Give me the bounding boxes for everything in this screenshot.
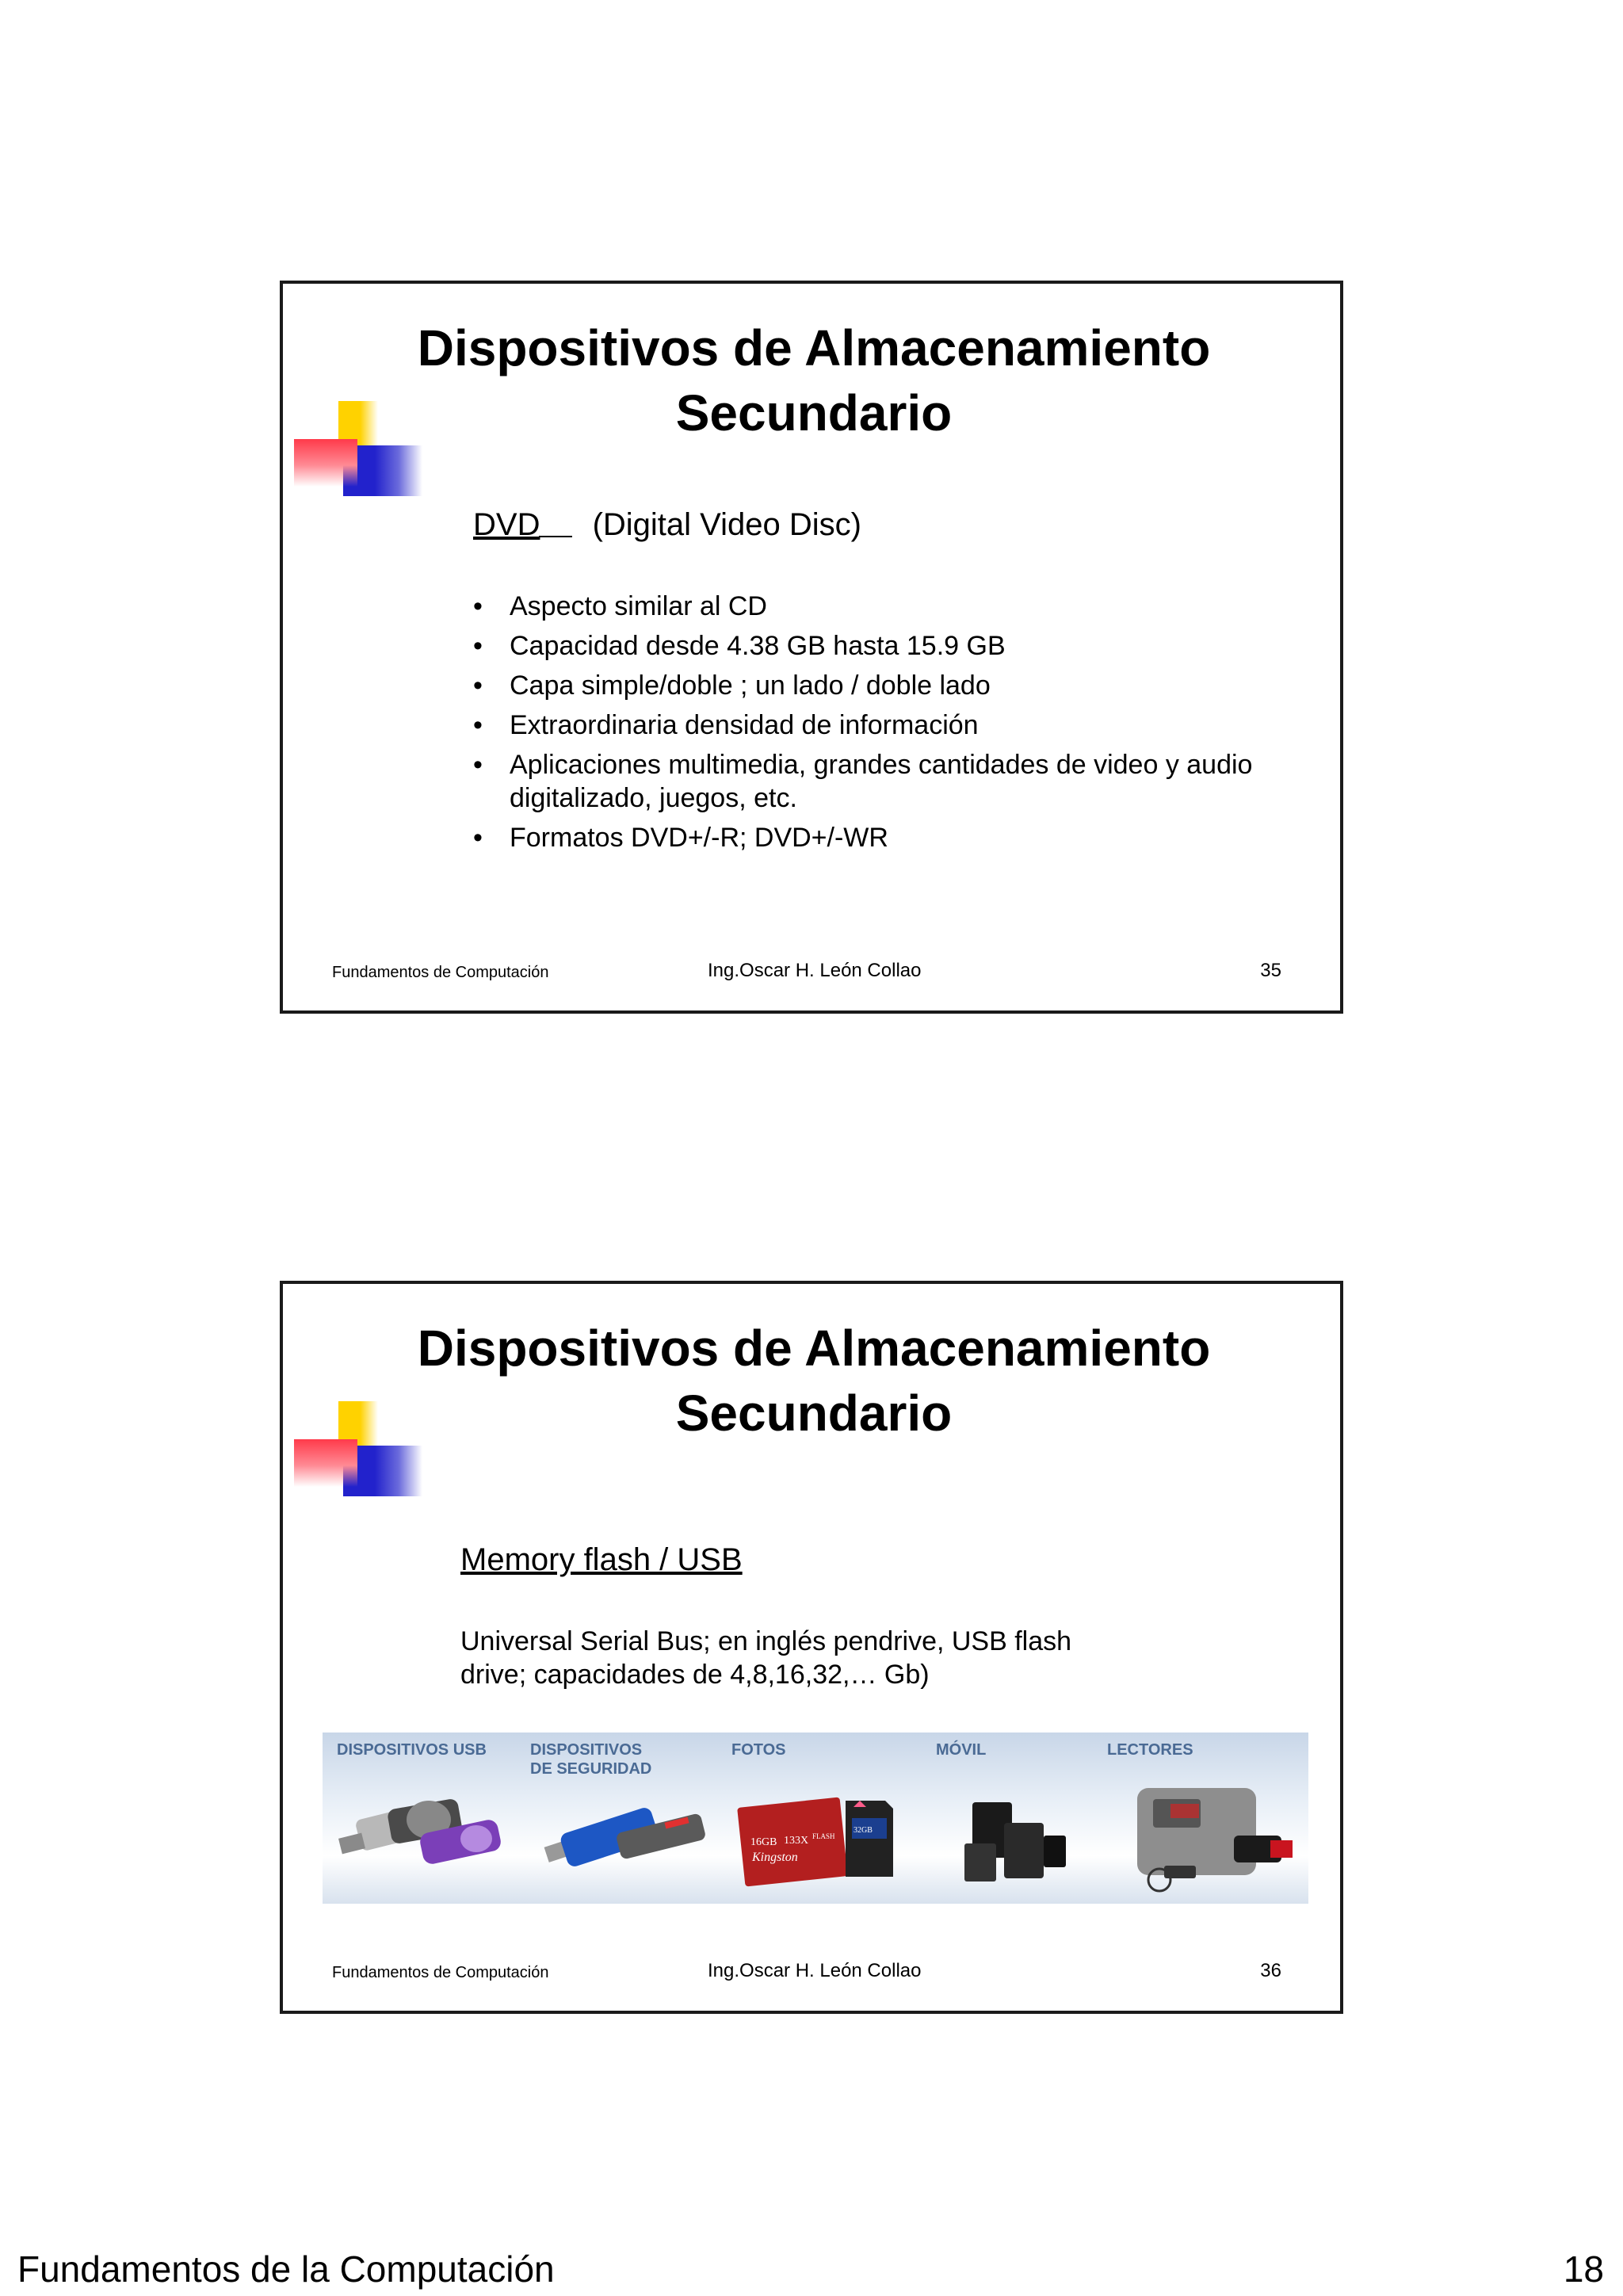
- bullet-item: • Capa simple/doble ; un lado / doble lado: [473, 669, 1305, 702]
- slide-footer-author: Ing.Oscar H. León Collao: [708, 960, 922, 981]
- slide-title: [354, 315, 1274, 445]
- slide-number: 36: [1260, 1960, 1281, 1981]
- slide-paragraph: [460, 1625, 1174, 1691]
- card-label-16gb: 16GB: [750, 1836, 777, 1848]
- bullet-item: • Extraordinaria densidad de información: [473, 709, 1305, 742]
- bullet-item: • Formatos DVD+/-R; DVD+/-WR: [473, 821, 1305, 854]
- usb-drives-image: [334, 1780, 516, 1891]
- card-label-32gb: 32GB: [854, 1826, 873, 1835]
- card-label-flash: FLASH: [812, 1832, 835, 1840]
- banner-category-security: DISPOSITIVOS DE SEGURIDAD: [530, 1741, 652, 1778]
- page-footer-title: Fundamentos de la Computación: [17, 2248, 555, 2290]
- subtitle-memory-flash: Memory flash / USB: [460, 1542, 743, 1577]
- page-number: 18: [1563, 2248, 1604, 2290]
- storage-devices-banner: [323, 1733, 1308, 1904]
- bullet-item: • Capacidad desde 4.38 GB hasta 15.9 GB: [473, 629, 1305, 663]
- memory-cards-image: [735, 1783, 917, 1894]
- card-label-133x: 133X: [784, 1835, 809, 1847]
- title-line-1: Dispositivos de Almacenamiento: [417, 1320, 1211, 1377]
- slide-footer-author: Ing.Oscar H. León Collao: [708, 1960, 922, 1981]
- bullet-item: • Aplicaciones multimedia, grandes cantidades de video y audio digitalizado, juegos, etc.: [473, 748, 1305, 815]
- title-line-1: Dispositivos de Almacenamiento: [417, 319, 1211, 376]
- micro-sd-cards-image: [949, 1788, 1107, 1891]
- paragraph-line-2: drive; capacidades de 4,8,16,32,… Gb): [460, 1660, 930, 1690]
- banner-category-readers: LECTORES: [1107, 1741, 1193, 1759]
- slide-subtitle: [460, 1542, 743, 1578]
- slide-footer-course: Fundamentos de Computación: [332, 1964, 549, 1981]
- slide-36: [280, 1281, 1343, 2014]
- security-drive-image: [530, 1788, 712, 1891]
- slide-footer-course: Fundamentos de Computación: [332, 964, 549, 981]
- title-line-2: Secundario: [675, 384, 953, 441]
- subtitle-extra: (Digital Video Disc): [592, 507, 861, 542]
- card-readers-image: [1115, 1780, 1297, 1899]
- slide-title: [354, 1316, 1274, 1446]
- slide-35: [280, 281, 1343, 1014]
- title-line-2: Secundario: [675, 1385, 953, 1442]
- slide-number: 35: [1260, 960, 1281, 981]
- bullet-list: [473, 590, 1305, 861]
- slide-subtitle: [473, 507, 861, 543]
- paragraph-line-1: Universal Serial Bus; en inglés pendrive, USB flash: [460, 1626, 1072, 1656]
- banner-category-usb: DISPOSITIVOS USB: [337, 1741, 487, 1759]
- banner-category-photos: FOTOS: [731, 1741, 786, 1759]
- card-label-brand: Kingston: [752, 1851, 798, 1864]
- bullet-item: • Aspecto similar al CD: [473, 590, 1305, 623]
- banner-category-mobile: MÓVIL: [936, 1741, 987, 1759]
- subtitle-dvd: DVD: [473, 507, 540, 542]
